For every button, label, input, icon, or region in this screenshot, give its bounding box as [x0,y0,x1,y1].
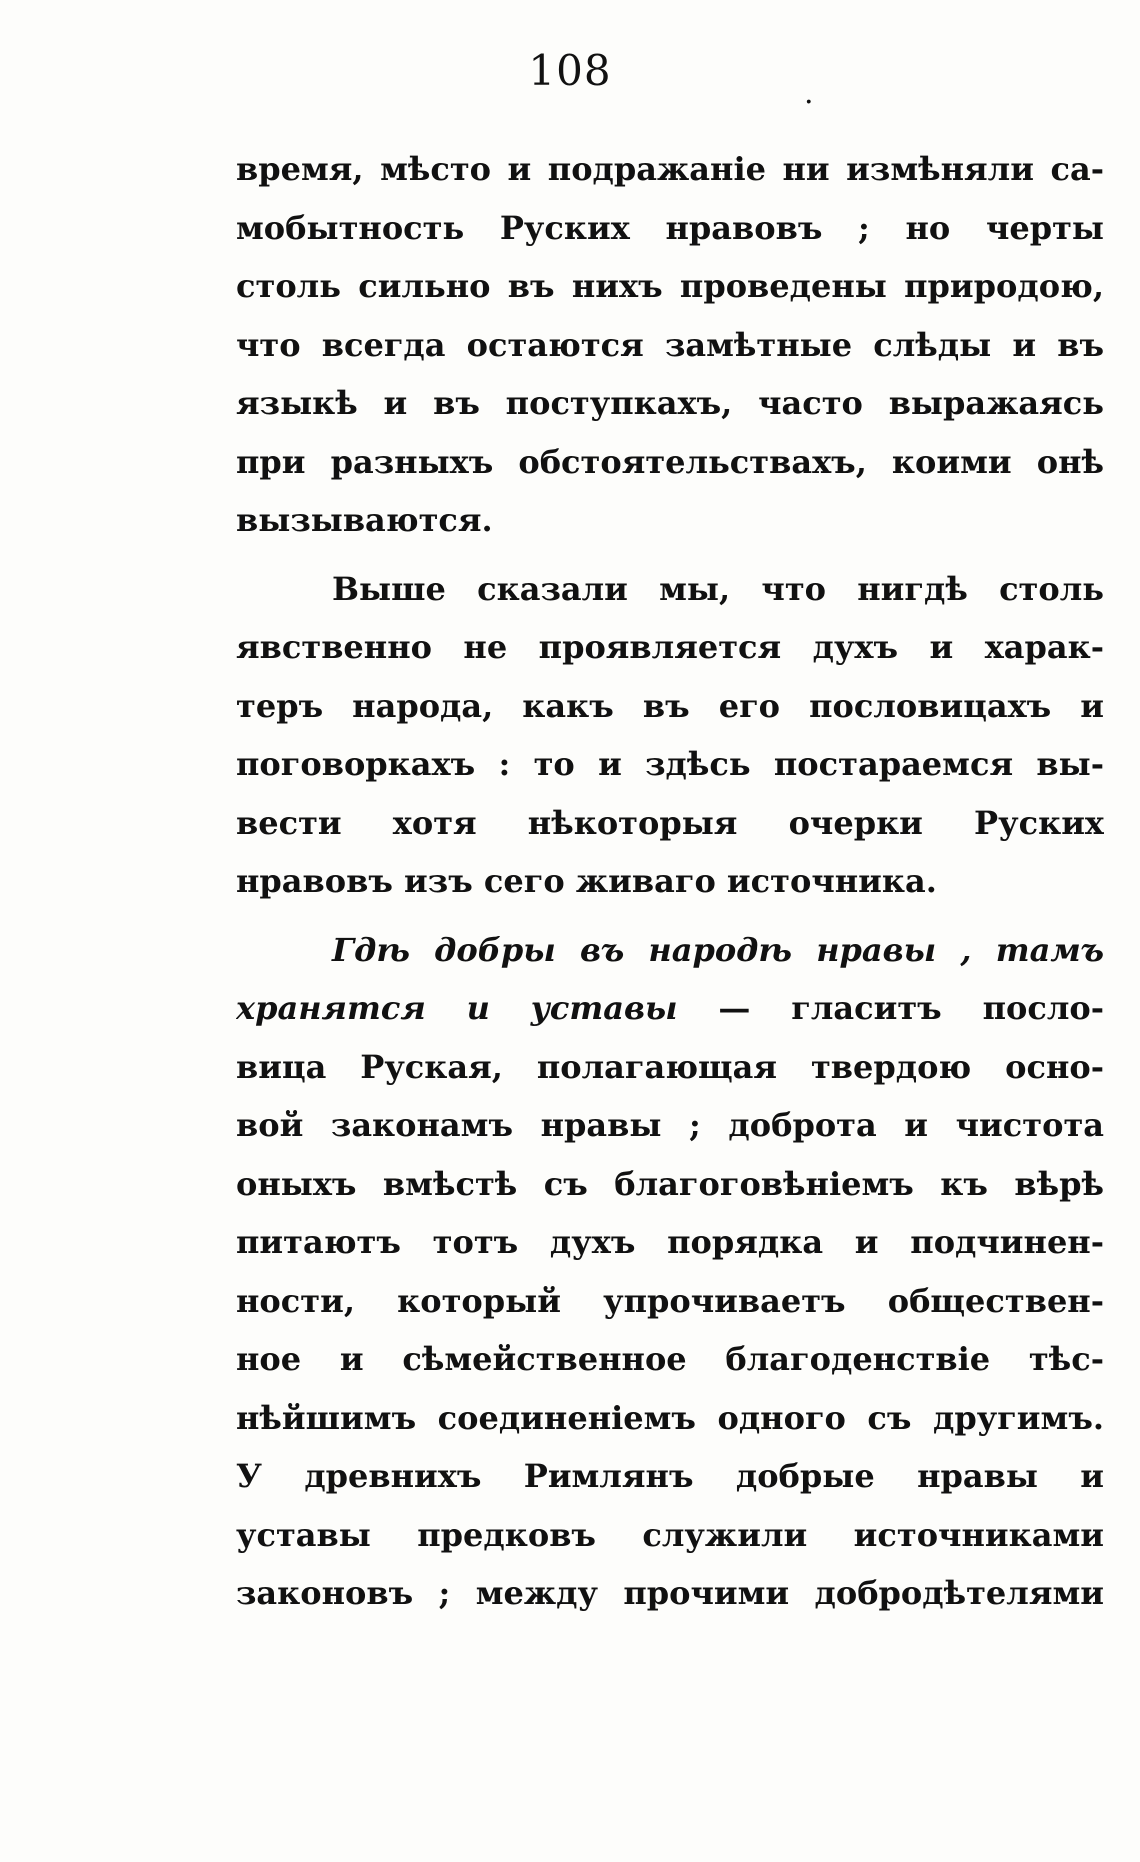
text-line: Выше сказали мы, что нигдѣ столь [332,569,1104,608]
text-line: нравовъ изъ сего живаго источника. [236,862,937,900]
proverb-italic: хранятся и уставы [236,989,678,1027]
text-line: У древнихъ Римлянъ добрые нравы и [236,1457,1104,1495]
page-mark: . [804,76,815,111]
page-number: 108 [528,46,612,95]
text-line: столь сильно въ нихъ проведены природою, [236,267,1104,305]
text-line: время, мѣсто и подражаніе ни измѣняли са- [236,150,1104,188]
text-line: ности, который упрочиваетъ обществен- [236,1281,1104,1320]
text-line: явственно не проявляется духъ и харак- [236,628,1104,666]
text-line: мобытность Руских нравовъ ; но черты [236,208,1104,247]
text-line: ное и сѣмейственное благоденствіе тѣс- [236,1340,1104,1378]
text-line: уставы предковъ служили источниками [236,1515,1104,1554]
body-text [236,140,1104,1623]
text-line: вой законамъ нравы ; доброта и чистота [236,1106,1104,1144]
text-line: теръ народа, какъ въ его пословицахъ и [236,686,1104,725]
proverb-attribution: — гласитъ посло- [677,989,1104,1027]
proverb-line-continued [236,979,1104,1038]
text-line: языкѣ и въ поступкахъ, часто выражаясь [236,384,1104,422]
proverb-line: Гдѣ добры въ народѣ нравы , тамъ [332,930,1104,969]
text-line: питаютъ тотъ духъ порядка и подчинен- [236,1223,1104,1261]
text-line: что всегда остаются замѣтные слѣды и въ [236,325,1104,364]
text-line: вести хотя нѣкоторыя очерки Руских [236,803,1104,842]
text-line: вызываются. [236,501,493,539]
text-line: вица Руская, полагающая твердою осно- [236,1047,1104,1086]
text-line: при разныхъ обстоятельствахъ, коими онѣ [236,442,1104,481]
paragraph-3 [236,921,1104,1623]
text-line: законовъ ; между прочими добродѣтелями [236,1574,1104,1612]
text-line: нѣйшимъ соединеніемъ одного съ другимъ. [236,1398,1104,1437]
text-line: оныхъ вмѣстѣ съ благоговѣніемъ къ вѣрѣ [236,1164,1104,1203]
paragraph-2 [236,560,1104,911]
page-number-header [0,46,1140,111]
text-line: поговоркахъ : то и здѣсь постараемся вы- [236,745,1104,783]
paragraph-1 [236,140,1104,550]
